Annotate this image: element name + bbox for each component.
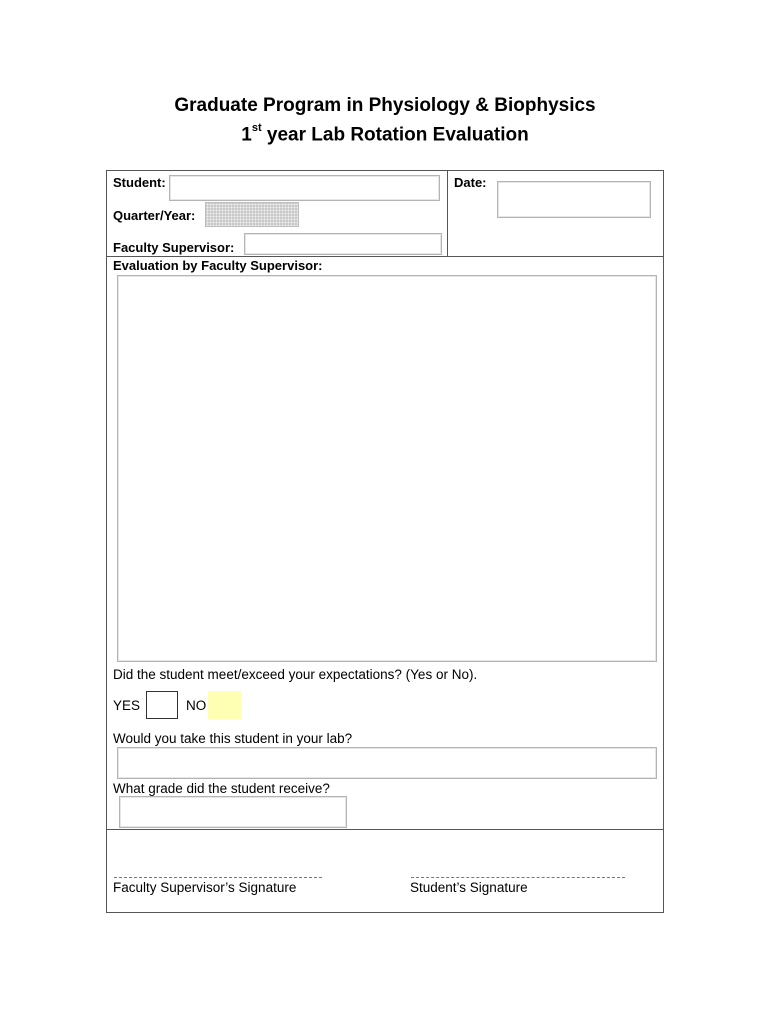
no-checkbox[interactable] <box>208 691 241 719</box>
evaluation-textarea[interactable] <box>117 275 657 662</box>
faculty-signature-label: Faculty Supervisor’s Signature <box>113 880 297 895</box>
grade-field[interactable] <box>119 796 347 828</box>
subtitle-number: 1 <box>241 124 252 146</box>
page-subtitle <box>0 118 770 147</box>
student-field[interactable] <box>169 175 440 201</box>
student-signature-line <box>411 877 625 878</box>
quarter-year-label: Quarter/Year: <box>113 208 196 223</box>
faculty-supervisor-label: Faculty Supervisor: <box>113 240 235 255</box>
subtitle-text: year Lab Rotation Evaluation <box>261 124 529 146</box>
take-student-field[interactable] <box>117 747 657 779</box>
yes-checkbox[interactable] <box>146 691 178 719</box>
page-title: Graduate Program in Physiology & Biophysics <box>174 95 596 116</box>
student-label: Student: <box>113 175 166 190</box>
quarter-year-field[interactable] <box>205 202 299 227</box>
yes-label: YES <box>113 698 141 713</box>
expectations-question: Did the student meet/exceed your expectations? (Yes or No). <box>113 667 478 682</box>
faculty-supervisor-field[interactable] <box>244 233 442 255</box>
faculty-signature-line <box>114 877 322 878</box>
date-label: Date: <box>454 175 487 190</box>
student-signature-label: Student’s Signature <box>410 880 528 895</box>
subtitle-superscript: st <box>251 122 262 134</box>
take-student-question: Would you take this student in your lab? <box>113 731 353 746</box>
no-label: NO <box>186 698 207 713</box>
grade-question: What grade did the student receive? <box>113 781 330 796</box>
date-field[interactable] <box>497 181 651 218</box>
evaluation-label: Evaluation by Faculty Supervisor: <box>113 258 323 273</box>
signature-section <box>106 829 664 913</box>
